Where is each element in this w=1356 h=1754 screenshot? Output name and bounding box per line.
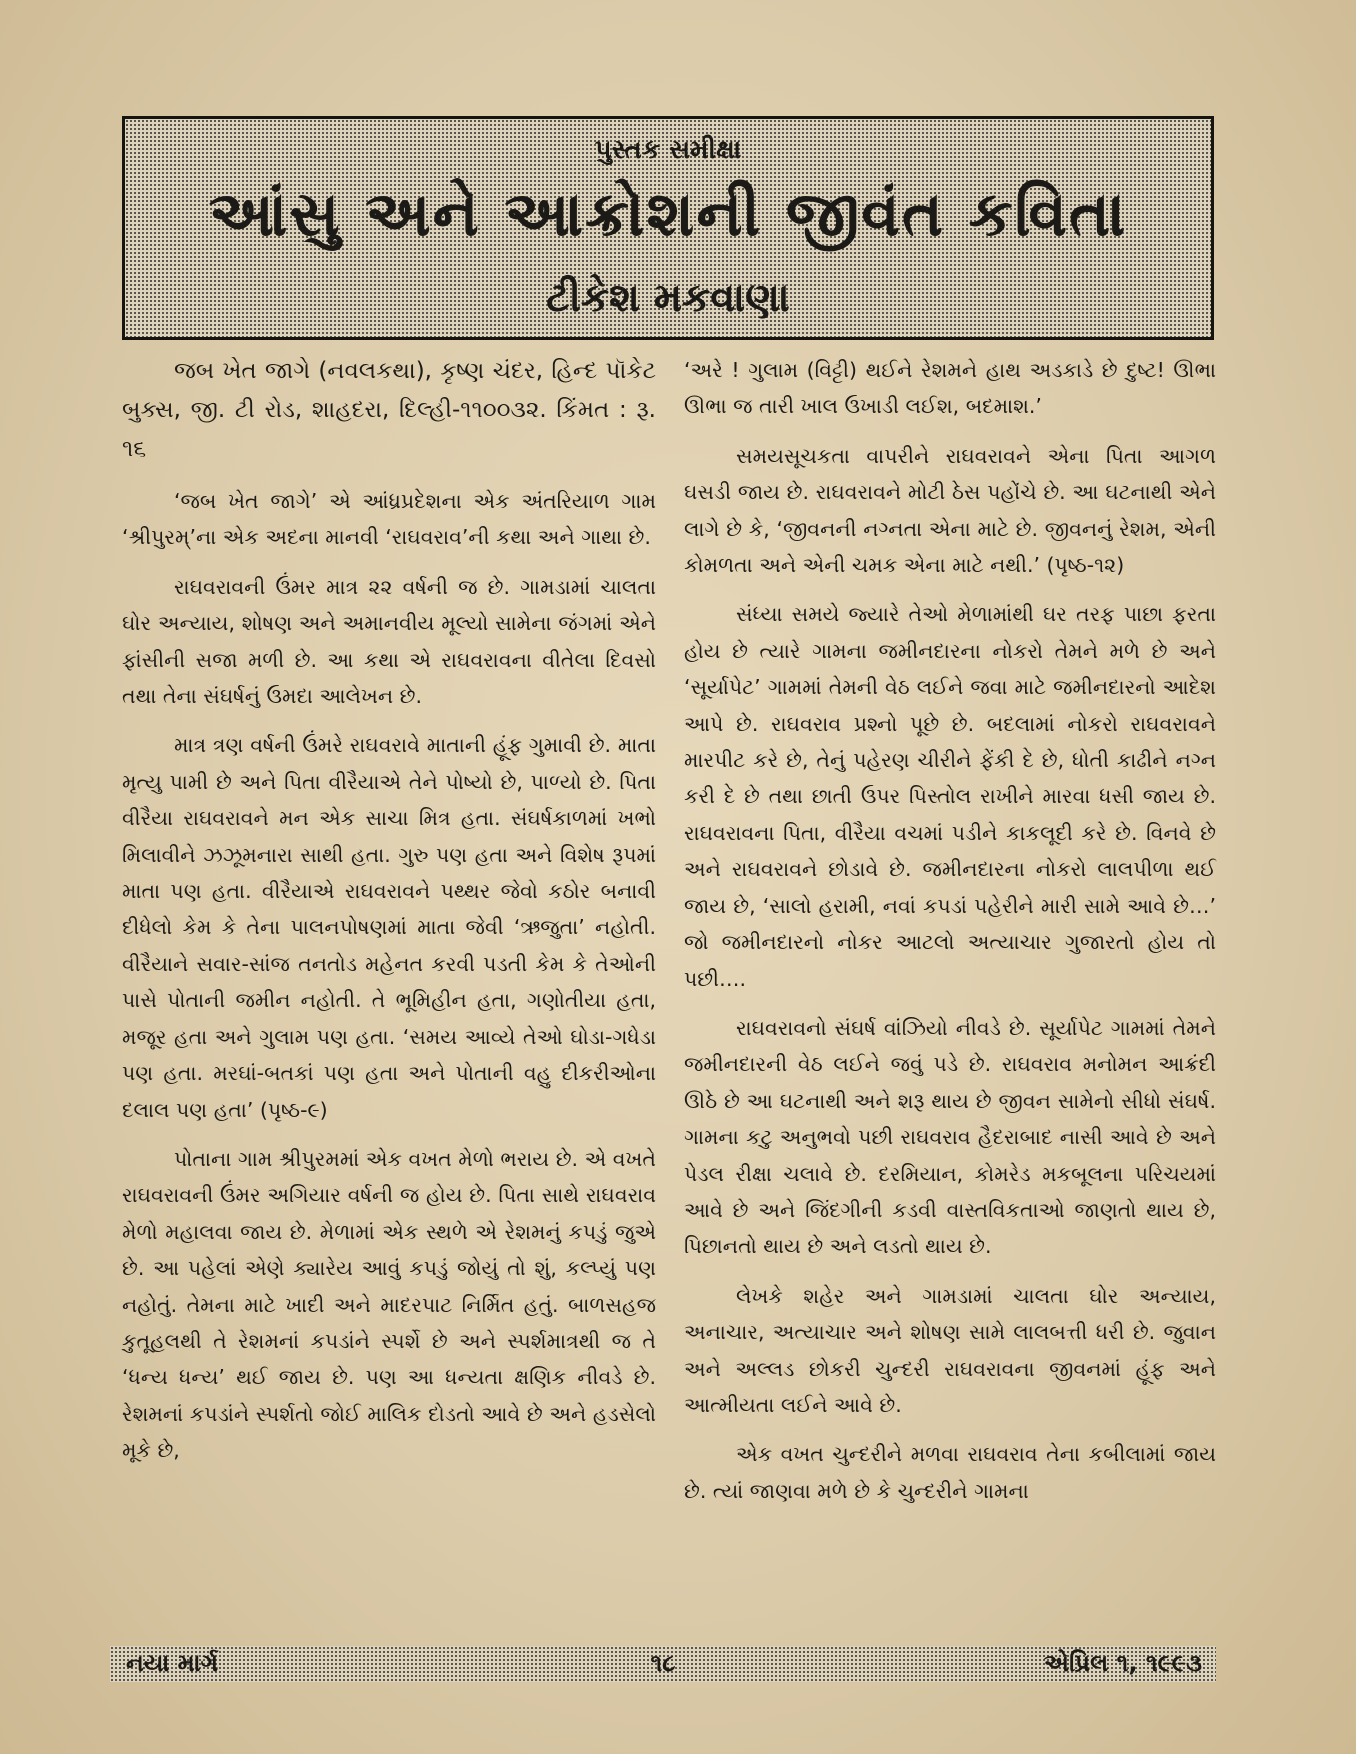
paragraph: રાઘવરાવનો સંઘર્ષ વાંઝિયો નીવડે છે. સૂર્યાપેટ ગામમાં તેમને જમીનદારની વેઠ લઈને જવું પડે છે. રાઘવરાવ મનોમન આક્રંદી ઊઠે છે આ ઘટનાથી અને શરૂ થાય છે જીવન સામેનો સીધો સંઘર્ષ. ગામના કટુ અનુભવો પછી રાઘવરાવ હૈદરાબાદ નાસી આવે છે અને પેડલ રીક્ષા ચલાવે છે. દરમિયાન, કોમરેડ મકબૂલના પરિચયમાં આવે છે અને જિંદગીની કડવી વાસ્તવિકતાઓ જાણતો થાય છે, પિછાનતો થાય છે અને લડતો થાય છે. xyxy=(684,1015,1216,1259)
paragraph: એક વખત ચુન્દરીને મળવા રાઘવરાવ તેના કબીલામાં જાય છે. ત્યાં જાણવા મળે છે કે ચુન્દરીને ગામના xyxy=(684,1442,1216,1503)
section-label: પુસ્તક સમીક્ષા xyxy=(594,135,742,165)
article-header xyxy=(122,116,1214,340)
left-column xyxy=(122,352,656,1482)
right-column xyxy=(684,352,1216,1522)
paragraph: પોતાના ગામ શ્રીપુરમમાં એક વખત મેળો ભરાય છે. એ વખતે રાઘવરાવની ઉંમર અગિયાર વર્ષની જ હોય છે. પિતા સાથે રાઘવરાવ મેળો મહાલવા જાય છે. મેળામાં એક સ્થળે એ રેશમનું કપડું જુએ છે. આ પહેલાં એણે ક્યારેય આવું કપડું જોયું તો શું, કલ્પ્યું પણ નહોતું. તેમના માટે ખાદી અને માદરપાટ નિર્મિત હતું. બાળસહજ કુતૂહલથી તે રેશમનાં કપડાંને સ્પર્શે છે અને સ્પર્શમાત્રથી જ તે ‘ધન્ય ધન્ય’ થઈ જાય છે. પણ આ ધન્યતા ક્ષણિક નીવડે છે. રેશમનાં કપડાંને સ્પર્શતો જોઈ માલિક દોડતો આવે છે અને હડસેલો મૂકે છે, xyxy=(122,1146,656,1463)
page-footer xyxy=(110,1646,1216,1682)
issue-date: એપ્રિલ ૧, ૧૯૯૩ xyxy=(1043,1649,1202,1677)
quote-paragraph: ‘અરે ! ગુલામ (વિટ્ટી) થઈને રેશમને હાથ અડકાડે છે દુષ્ટ! ઊભા ઊભા જ તારી ખાલ ઉખાડી લઈશ, બદમાશ.’ xyxy=(684,358,1216,419)
article-title: આંસુ અને આક્રોશની જીવંત કવિતા xyxy=(208,177,1128,250)
page-number: ૧૮ xyxy=(650,1649,676,1677)
paragraph: લેખકે શહેર અને ગામડામાં ચાલતા ઘોર અન્યાય, અનાચાર, અત્યાચાર અને શોષણ સામે લાલબત્તી ધરી છે. જુવાન અને અલ્લડ છોકરી ચુન્દરી રાઘવરાવના જીવનમાં હૂંફ અને આત્મીયતા લઈને આવે છે. xyxy=(684,1283,1216,1417)
article-author: ટીકેશ મકવાણા xyxy=(546,275,790,321)
paragraph: માત્ર ત્રણ વર્ષની ઉંમરે રાઘવરાવે માતાની હૂંફ ગુમાવી છે. માતા મૃત્યુ પામી છે અને પિતા વીરૈયાએ તેને પોષ્યો છે, પાળ્યો છે. પિતા વીરૈયા રાઘવરાવને મન એક સાચા મિત્ર હતા. સંઘર્ષકાળમાં ખભો મિલાવીને ઝઝૂમનારા સાથી હતા. ગુરુ પણ હતા અને વિશેષ રૂપમાં માતા પણ હતા. વીરૈયાએ રાઘવરાવને પથ્થર જેવો કઠોર બનાવી દીધેલો કેમ કે તેના પાલનપોષણમાં માતા જેવી ‘ઋજુતા’ નહોતી. વીરૈયાને સવાર-સાંજ તનતોડ મહેનત કરવી પડતી કેમ કે તેઓની પાસે પોતાની જમીન નહોતી. તે ભૂમિહીન હતા, ગણોતીયા હતા, મજૂર હતા અને ગુલામ પણ હતા. ‘સમય આવ્યે તેઓ ઘોડા-ગધેડા પણ હતા. મરઘાં-બતકાં પણ હતા અને પોતાની વહુ દીકરીઓના દલાલ પણ હતા’ (પૃષ્ઠ-૯) xyxy=(122,733,656,1122)
publication-name: નયા માર્ગ xyxy=(126,1649,219,1677)
paragraph: રાઘવરાવની ઉંમર માત્ર ૨૨ વર્ષની જ છે. ગામડામાં ચાલતા ઘોર અન્યાય, શોષણ અને અમાનવીય મૂલ્યો સામેના જંગમાં એને ફાંસીની સજા મળી છે. આ કથા એ રાઘવરાવના વીતેલા દિવસો તથા તેના સંઘર્ષનું ઉમદા આલેખન છે. xyxy=(122,574,656,709)
paragraph: ‘જબ ખેત જાગે’ એ આંધ્રપ્રદેશના એક અંતરિયાળ ગામ ‘શ્રીપુરમ્’ના એક અદના માનવી ‘રાઘવરાવ’ની કથા અને ગાથા છે. xyxy=(122,489,656,550)
book-citation: જબ ખેત જાગે (નવલકથા), કૃષ્ણ ચંદર, હિન્દ પૉકેટ બુક્સ, જી. ટી રોડ, શાહદરા, દિલ્હી-૧૧૦૦૩૨. કિંમત : રૂ. ૧૬ xyxy=(122,358,656,462)
paragraph: સંધ્યા સમયે જ્યારે તેઓ મેળામાંથી ઘર તરફ પાછા ફરતા હોય છે ત્યારે ગામના જમીનદારના નોકરો તેમને મળે છે અને ‘સૂર્યાપેટ’ ગામમાં તેમની વેઠ લઈને જવા માટે જમીનદારનો આદેશ આપે છે. રાઘવરાવ પ્રશ્નો પૂછે છે. બદલામાં નોકરો રાઘવરાવને મારપીટ કરે છે, તેનું પહેરણ ચીરીને ફેંકી દે છે, ધોતી કાઢીને નગ્ન કરી દે છે તથા છાતી ઉપર પિસ્તોલ રાખીને મારવા ધસી જાય છે. રાઘવરાવના પિતા, વીરૈયા વચમાં પડીને કાકલૂદી કરે છે. વિનવે છે અને રાઘવરાવને છોડાવે છે. જમીનદારના નોકરો લાલપીળા થઈ જાય છે, ‘સાલો હરામી, નવાં કપડાં પહેરીને મારી સામે આવે છે…’ જો જમીનદારનો નોકર આટલો અત્યાચાર ગુજારતો હોય તો પછી…. xyxy=(684,602,1216,991)
paragraph: સમયસૂચકતા વાપરીને રાઘવરાવને એના પિતા આગળ ઘસડી જાય છે. રાઘવરાવને મોટી ઠેસ પહોંચે છે. આ ઘટનાથી એને લાગે છે કે, ‘જીવનની નગ્નતા એના માટે છે. જીવનનું રેશમ, એની કોમળતા અને એની ચમક એના માટે નથી.’ (પૃષ્ઠ-૧૨) xyxy=(684,443,1216,578)
